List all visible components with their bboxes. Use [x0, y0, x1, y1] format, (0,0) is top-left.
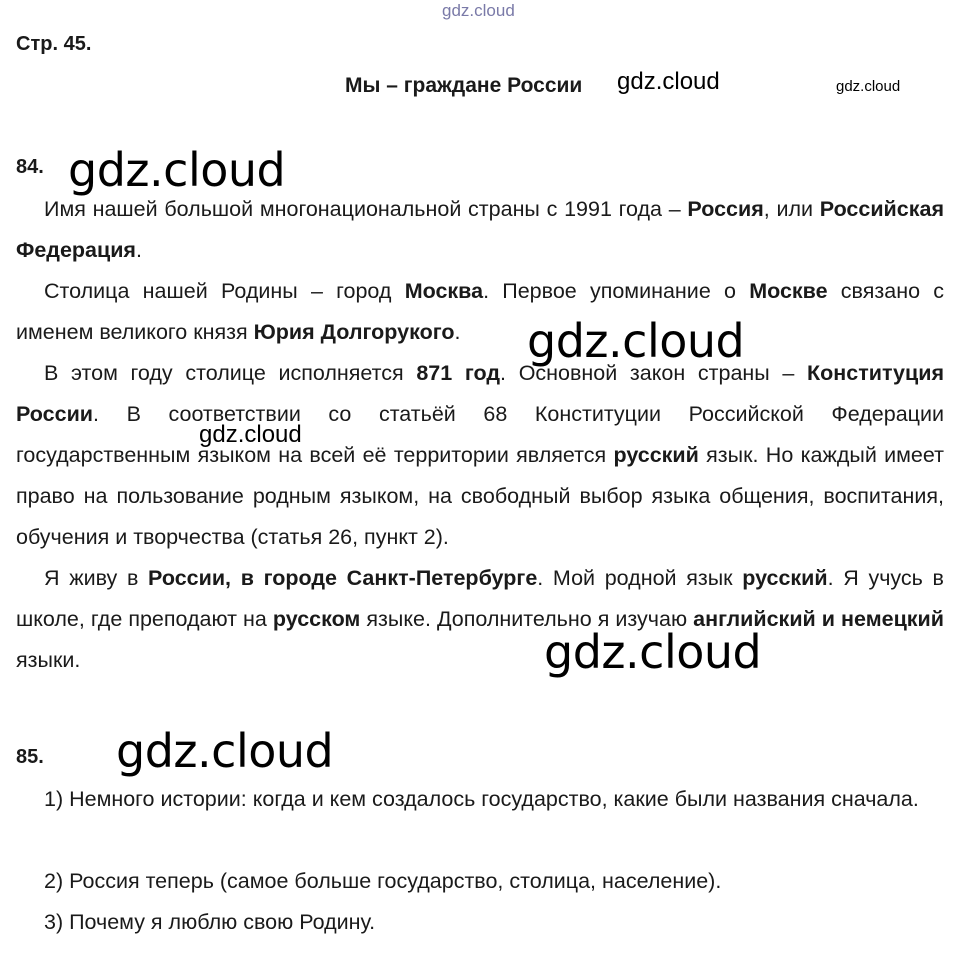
- text-run: . Основной закон страны –: [500, 361, 808, 385]
- task84-paragraph-2: [16, 271, 944, 353]
- page-title: Мы – граждане России: [345, 74, 583, 97]
- task-number-84: 84.: [16, 156, 44, 178]
- text-run: В этом году столице исполняется: [44, 361, 417, 385]
- watermark-text: gdz.cloud: [544, 625, 762, 679]
- task85-item-3: 3) Почему я люблю свою Родину.: [44, 910, 376, 934]
- text-run: . В соответствии со статьёй 68 Конституции Российской Федерации государственным языком на всей её территории является: [16, 402, 944, 467]
- bold-text: Конституция России: [16, 361, 944, 426]
- text-run: Столица нашей Родины – город: [44, 279, 405, 303]
- task85-item-2: 2) Россия теперь (самое больше государство, столица, население).: [44, 869, 722, 893]
- watermark-text: gdz.cloud: [68, 143, 286, 197]
- bold-text: русский: [742, 566, 828, 590]
- text-run: Имя нашей большой многонациональной страны с 1991 года –: [44, 197, 688, 221]
- bold-text: русском: [272, 607, 361, 631]
- bold-text: России, в городе Санкт-Петербурге: [148, 566, 538, 590]
- bold-text: Юрия Долгорукого: [253, 320, 455, 344]
- text-run: , или: [763, 197, 820, 221]
- text-run: .: [454, 320, 461, 344]
- task84-paragraph-4: [16, 558, 944, 681]
- text-run: языке. Дополнительно я изучаю: [360, 607, 694, 631]
- watermark-text: gdz.cloud: [442, 1, 515, 20]
- task85-item-1: 1) Немного истории: когда и кем создалось государство, какие были названия сначала.: [44, 787, 919, 811]
- text-run: язык. Но каждый имеет право на пользование родным языком, на свободный выбор языка общения, воспитания, обучения и творчества (статья 26, пункт 2).: [16, 443, 944, 549]
- page-number: Стр. 45.: [16, 33, 92, 55]
- watermark-text: gdz.cloud: [836, 78, 901, 95]
- text-run: связано с именем великого князя: [16, 279, 945, 344]
- text-run: . Я учусь в школе, где преподают на: [16, 566, 944, 631]
- text-run: . Мой родной язык: [537, 566, 743, 590]
- watermark-text: gdz.cloud: [527, 314, 745, 368]
- text-run: языки.: [16, 648, 81, 672]
- watermark-text: gdz.cloud: [199, 421, 302, 448]
- bold-text: Россия: [687, 197, 764, 221]
- bold-text: английский и немецкий: [693, 607, 944, 631]
- task84-paragraph-3: [16, 353, 944, 558]
- watermark-text: gdz.cloud: [116, 724, 334, 778]
- task-number-85: 85.: [16, 746, 44, 768]
- bold-text: 871 год: [416, 361, 501, 385]
- text-run: . Первое упоминание о: [483, 279, 750, 303]
- text-run: Я живу в: [44, 566, 149, 590]
- bold-text: русский: [613, 443, 699, 467]
- bold-text: Москва: [404, 279, 484, 303]
- bold-text: Москве: [749, 279, 828, 303]
- watermark-text: gdz.cloud: [617, 68, 720, 95]
- text-run: .: [135, 238, 142, 262]
- bold-text: Российская Федерация: [16, 197, 944, 262]
- task84-paragraph-1: [16, 189, 944, 271]
